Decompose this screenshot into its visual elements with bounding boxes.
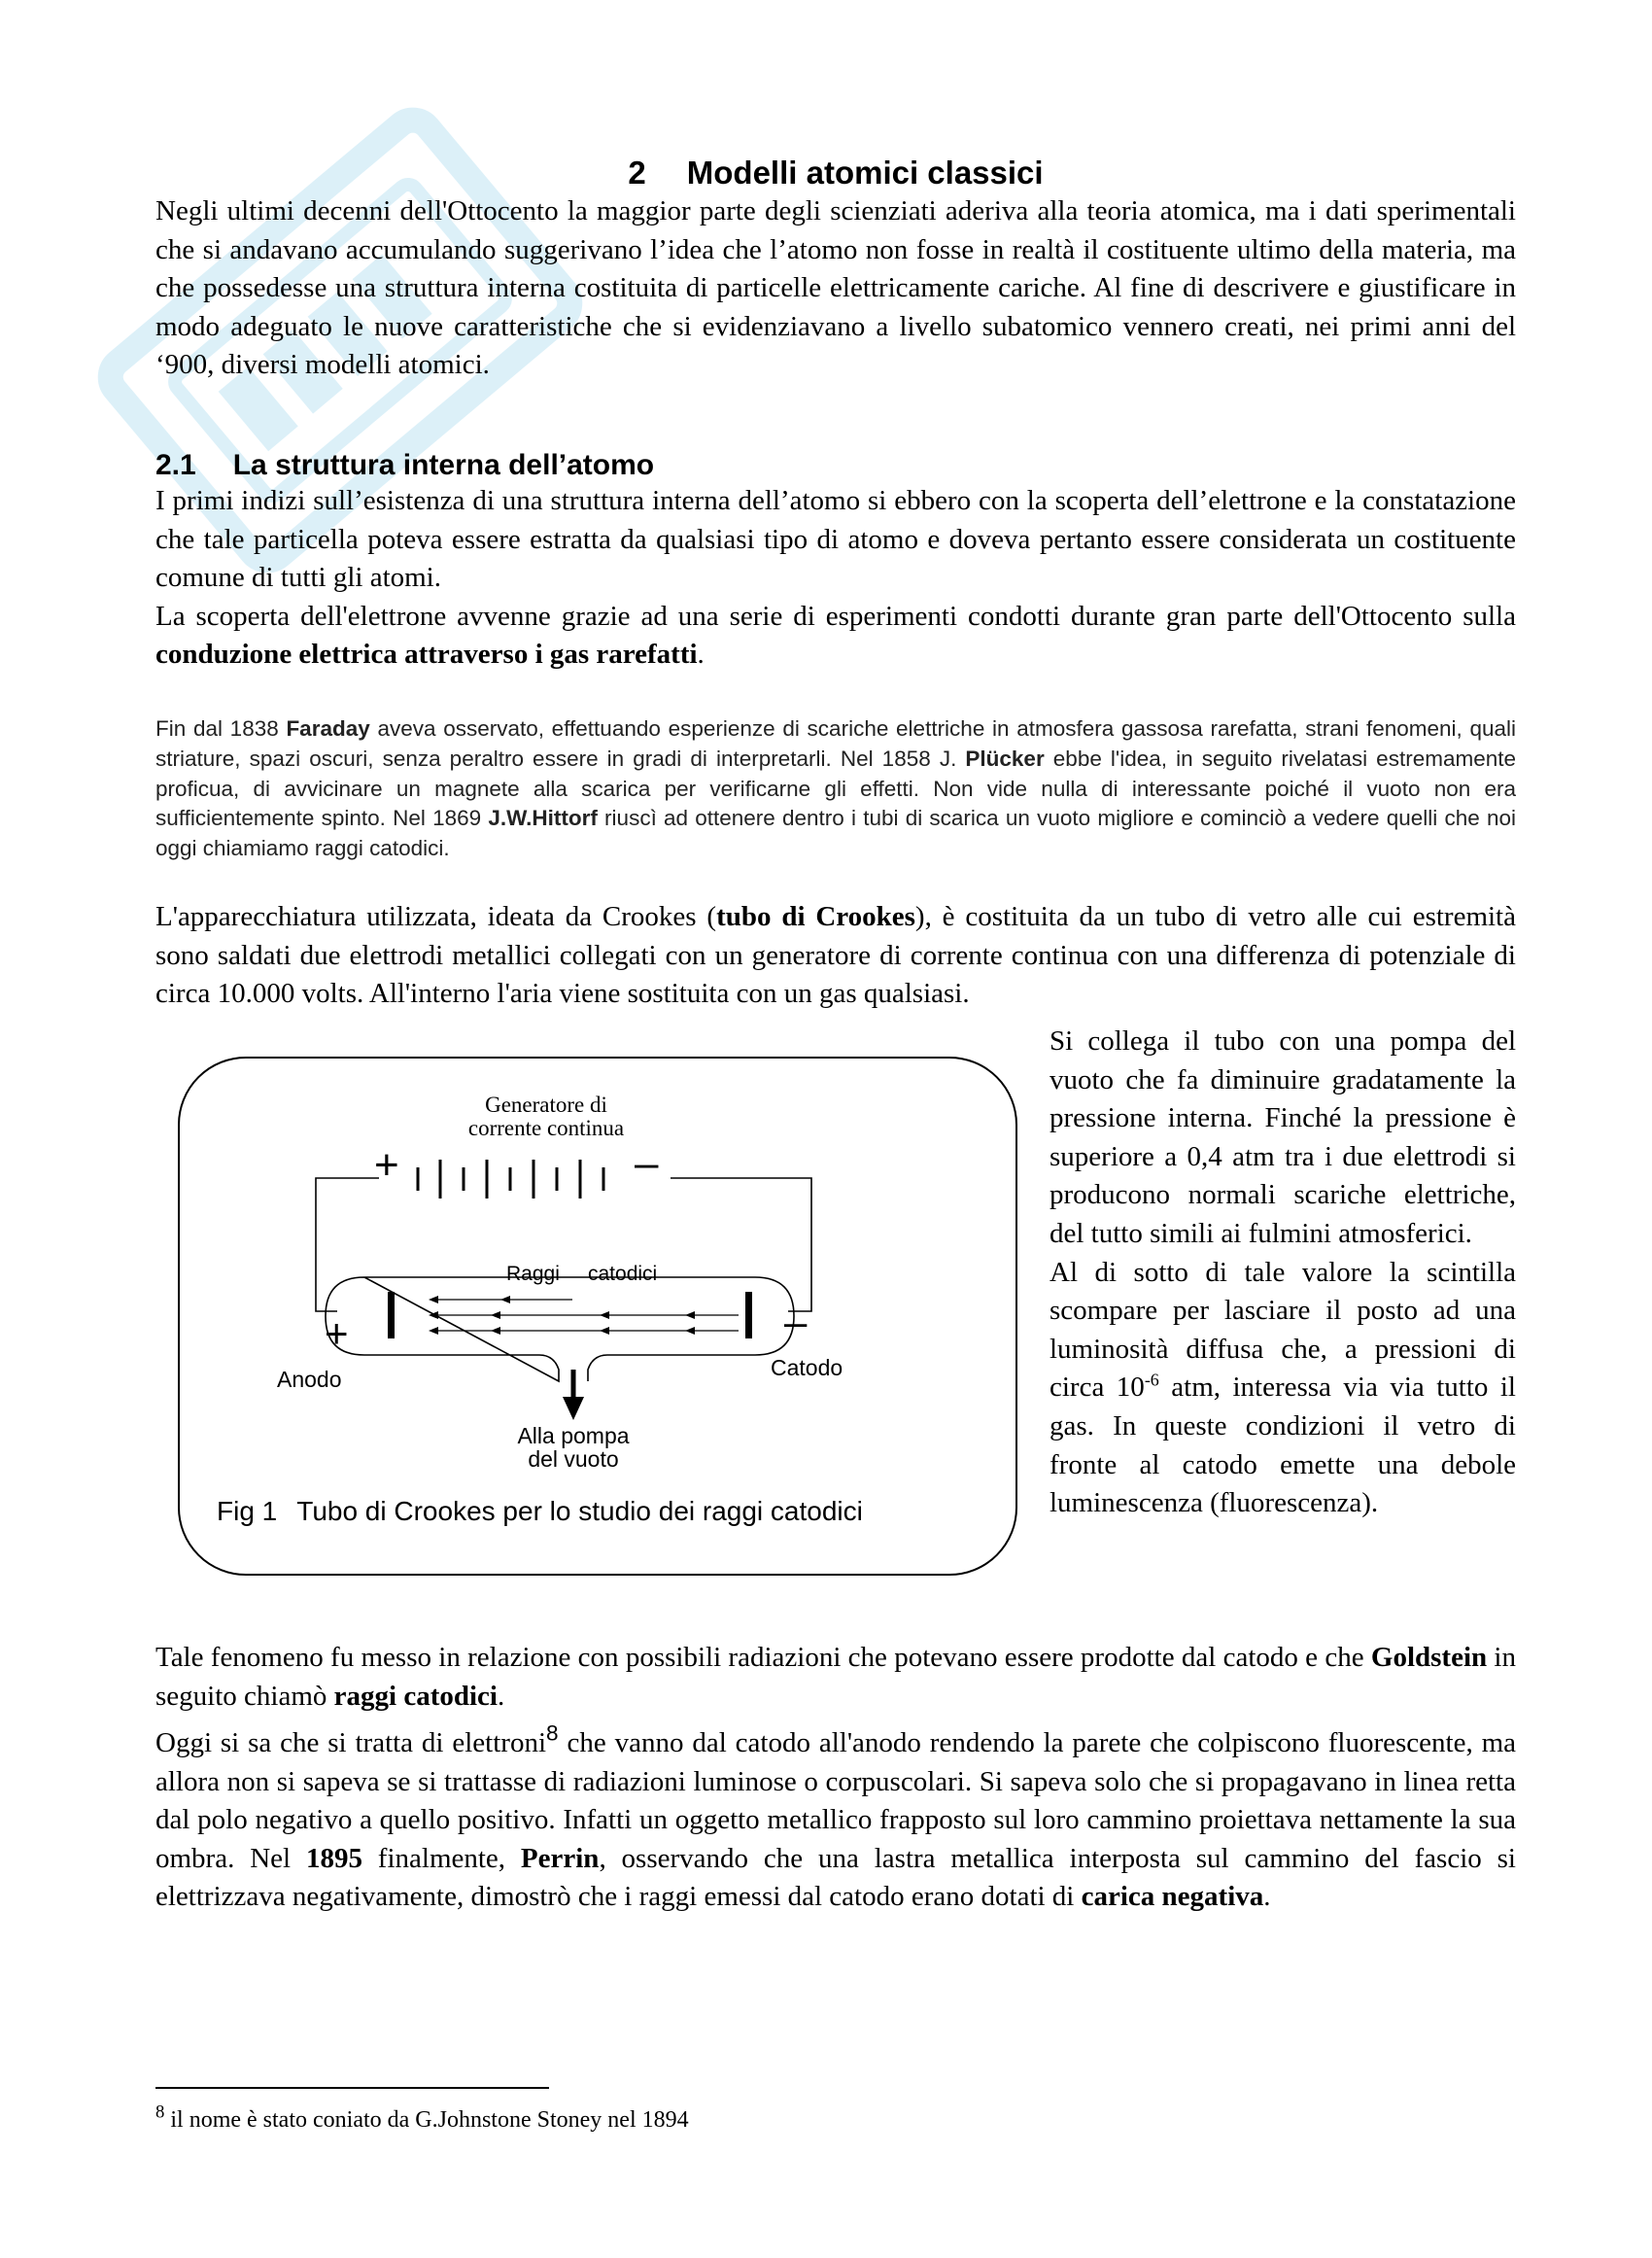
- footnote: [155, 2104, 689, 2136]
- pump-label: [486, 1424, 661, 1471]
- pump-label-line: del vuoto: [528, 1446, 619, 1472]
- paragraph-goldstein: [155, 1639, 1516, 1716]
- battery-icon: [418, 1160, 603, 1198]
- bold-name: Plücker: [965, 746, 1045, 771]
- circuit-wire-left: [316, 1178, 379, 1311]
- section-title: [155, 154, 1516, 192]
- subsection-title: [155, 447, 654, 484]
- exponent: -6: [1144, 1370, 1159, 1390]
- bold-term: raggi catodici: [333, 1680, 498, 1712]
- paragraph-text: in seguito chiamò: [155, 1642, 1516, 1712]
- bold-name: Perrin: [520, 1842, 600, 1874]
- bold-term: tubo di Crookes: [716, 901, 915, 932]
- section-number: 2: [628, 155, 646, 191]
- subsection-number: 2.1: [155, 449, 196, 481]
- circuit-wire-right: [671, 1178, 811, 1311]
- note-text: ebbe l'idea, in seguito rivelatasi estremamente proficua, di avvicinare un magnete alla scarica per verificarne gli effetti. Non vide nulla di interessante poiché il vuoto non era sufficientemente spinto. Nel 1869: [155, 746, 1516, 831]
- figure-number: Fig 1: [217, 1496, 278, 1526]
- figure-crookes-tube: [178, 1057, 1017, 1576]
- paragraph-crookes-tube: [155, 898, 1516, 1014]
- paragraph-text: ), è costituita da un tubo di vetro alle cui estremità sono saldati due elettrodi metallici collegati con un generatore di corrente continua con una differenza di potenziale di circa 10.000 volts. All'interno l'aria viene sostituita con un gas qualsiasi.: [155, 901, 1516, 1010]
- generator-minus-sign: –: [635, 1139, 659, 1187]
- paragraph-text: L'apparecchiatura utilizzata, ideata da Crookes (: [155, 901, 717, 932]
- paragraph-text: .: [1263, 1881, 1271, 1913]
- anode-label: Anodo: [277, 1367, 342, 1392]
- paragraph-text: Oggi si sa che si tratta di elettroni: [155, 1727, 547, 1758]
- historical-note: [155, 714, 1516, 864]
- paragraph-text: .: [497, 1680, 505, 1712]
- paragraph-text: finalmente,: [361, 1842, 521, 1874]
- section-title-text: Modelli atomici classici: [686, 155, 1044, 191]
- figure-caption-text: Tubo di Crookes per lo studio dei raggi catodici: [296, 1496, 863, 1526]
- generator-label-line: corrente continua: [467, 1116, 625, 1140]
- glass-tube: [326, 1277, 794, 1381]
- paragraph-text: che vanno dal catodo all'anodo rendendo la parete che colpiscono fluorescente, ma allora non si sapeva se si trattasse di radiazioni luminose o corpuscolari. Si sapeva solo che si propagavano in linea retta dal polo negativo a quello positivo. Infatti un oggetto metallico frapposto sul loro cammino proiettava nettamente la sua ombra. Nel: [155, 1727, 1517, 1874]
- generator-plus-sign: +: [374, 1141, 399, 1189]
- side-text: Si collega il tubo con una pompa del vuoto che fa diminuire gradatamente la pressione interna. Finché la pressione è superiore a 0,4 atm tra i due elettrodi si producono normali scariche elettriche, del tutto simili ai fulmini atmosferici.: [1050, 1025, 1516, 1249]
- note-text: Fin dal 1838: [155, 716, 287, 741]
- anode-plus-sign: +: [325, 1310, 349, 1356]
- paragraph-text: .: [697, 639, 705, 671]
- side-text: Al di sotto di tale valore la scintilla scompare per lasciare il posto ad una luminosità diffusa che, a pressioni di circa 10: [1050, 1256, 1516, 1404]
- rays-label-1: Raggi: [506, 1263, 560, 1285]
- side-text: atm, interessa via via tutto il gas. In queste condizioni il vetro di fronte al catodo emette una debole luminescenza (fluorescenza).: [1050, 1372, 1516, 1519]
- intro-paragraph: Negli ultimi decenni dell'Ottocento la maggior parte degli scienziati aderiva alla teoria atomica, ma i dati sperimentali che si andavano accumulando suggerivano l’idea che l’atomo non fosse in realtà il costituente ultimo della materia, ma che possedesse una struttura interna costituita di particelle elettricamente cariche. Al fine di descrivere e giustificare in modo adeguato le nuove caratteristiche che si evidenziavano a livello subatomico vennero creati, nei primi anni del ‘900, diversi modelli atomici.: [155, 195, 1516, 381]
- paragraph-text: Tale fenomeno fu messo in relazione con possibili radiazioni che potevano essere prodotte dal catodo e che: [155, 1642, 1371, 1673]
- bold-name: J.W.Hittorf: [488, 806, 598, 831]
- footnote-text: il nome è stato coniato da G.Johnstone Stoney nel 1894: [164, 2107, 689, 2133]
- bold-term: carica negativa: [1081, 1881, 1264, 1913]
- rays-label-2: catodici: [588, 1263, 658, 1285]
- subsection-title-text: La struttura interna dell’atomo: [232, 449, 655, 481]
- cathode-minus-sign: –: [784, 1299, 808, 1344]
- bold-name: Goldstein: [1370, 1642, 1488, 1673]
- footnote-mark: 8: [155, 2102, 165, 2123]
- pump-arrow-icon: [563, 1397, 584, 1420]
- paragraph-perrin: [155, 1720, 1517, 1917]
- pump-label-line: Alla pompa: [517, 1423, 630, 1448]
- bold-term: conduzione elettrica attraverso i gas rarefatti: [155, 639, 698, 671]
- paragraph-text: La scoperta dell'elettrone avvenne grazie ad una serie di esperimenti condotti durante gran parte dell'Ottocento sulla: [155, 600, 1516, 632]
- cathode-label: Catodo: [771, 1355, 843, 1380]
- bold-year: 1895: [305, 1842, 362, 1874]
- figure-caption: [217, 1496, 863, 1527]
- bold-name: Faraday: [286, 716, 370, 741]
- anode-electrode: [388, 1292, 395, 1338]
- note-text: riuscì ad ottenere dentro i tubi di scarica un vuoto migliore e cominciò a vedere quelli che noi oggi chiamiamo raggi catodici.: [155, 806, 1516, 861]
- note-text: aveva osservato, effettuando esperienze di scariche elettriche in atmosfera gassosa rarefatta, strani fenomeni, quali striature, spazi oscuri, senza peraltro essere in gradi di interpretarli. Nel 1858 J.: [155, 716, 1516, 771]
- footnote-reference[interactable]: 8: [546, 1720, 559, 1746]
- paragraph-electron-discovery: [155, 482, 1516, 675]
- generator-label-line: Generatore di: [485, 1093, 607, 1117]
- paragraph-text: , osservando che una lastra metallica interposta sul cammino del fascio si elettrizzava negativamente, dimostrò che i raggi emessi dal catodo erano dotati di: [155, 1842, 1516, 1913]
- cathode-electrode: [745, 1292, 752, 1338]
- footnote-separator: [155, 2087, 549, 2089]
- paragraph-text: I primi indizi sull’esistenza di una struttura interna dell’atomo si ebbero con la scoperta dell’elettrone e la constatazione che tale particella poteva essere estratta da qualsiasi tipo di atomo e doveva pertanto essere considerata un costituente comune di tutti gli atomi.: [155, 485, 1516, 594]
- generator-label: [434, 1094, 658, 1140]
- side-paragraph: [1050, 1023, 1516, 1523]
